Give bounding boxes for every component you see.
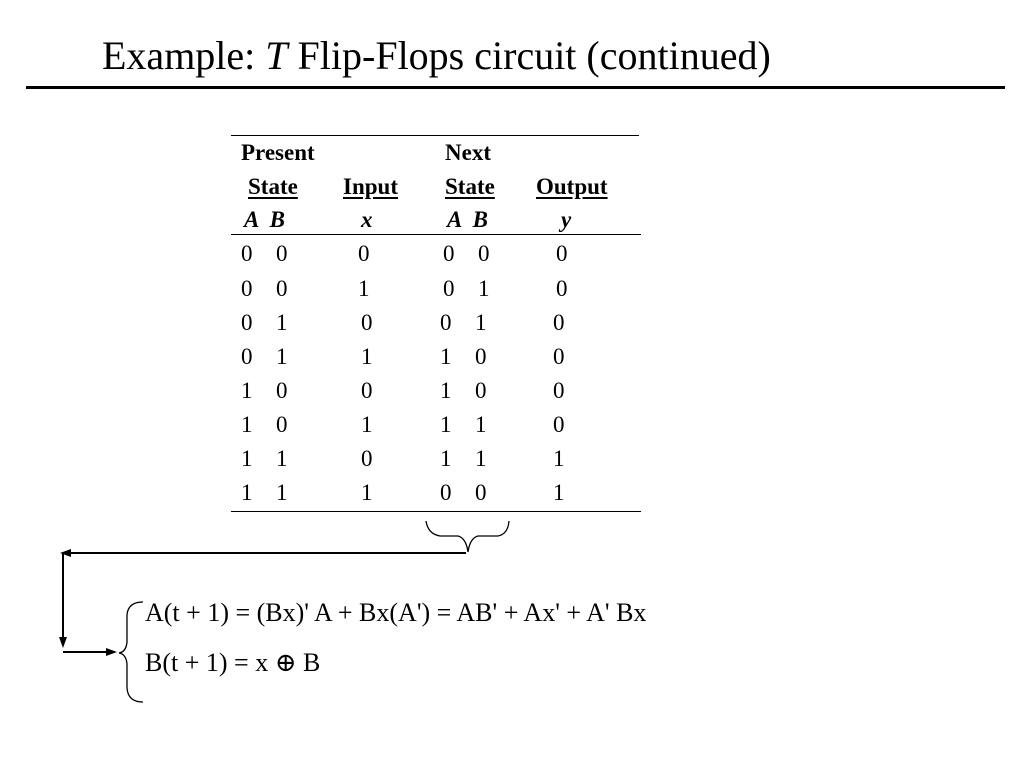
header-present-state: State bbox=[248, 174, 298, 199]
title-italic: T bbox=[265, 33, 288, 78]
cell-next-a: 1 bbox=[440, 412, 452, 437]
cell-b: 0 bbox=[276, 276, 288, 301]
next-state-brace bbox=[426, 521, 509, 552]
header-next-state: State bbox=[445, 174, 495, 199]
title-prefix: Example: bbox=[102, 33, 266, 78]
equation-b-next: B(t + 1) = x ⊕ B bbox=[145, 648, 321, 677]
cell-a: 0 bbox=[241, 344, 253, 369]
cell-a: 0 bbox=[241, 241, 253, 266]
cell-y: 0 bbox=[553, 344, 565, 369]
cell-x: 0 bbox=[361, 310, 373, 335]
cell-y: 1 bbox=[553, 480, 565, 505]
cell-next-a: 0 bbox=[443, 241, 455, 266]
cell-a: 1 bbox=[241, 480, 253, 505]
cell-next-b: 1 bbox=[478, 276, 490, 301]
cell-x: 1 bbox=[361, 480, 373, 505]
cell-y: 0 bbox=[553, 310, 565, 335]
cell-next-a: 1 bbox=[440, 378, 452, 403]
cell-y: 1 bbox=[553, 446, 565, 471]
header-output: Output bbox=[536, 174, 608, 199]
cell-a: 1 bbox=[241, 446, 253, 471]
cell-next-b: 0 bbox=[475, 344, 487, 369]
cell-y: 0 bbox=[556, 276, 568, 301]
cell-b: 0 bbox=[276, 241, 288, 266]
cell-x: 1 bbox=[358, 276, 370, 301]
cell-next-a: 0 bbox=[440, 480, 452, 505]
equation-a-next: A(t + 1) = (Bx)' A + Bx(A') = AB' + Ax' + A' Bx bbox=[145, 598, 647, 627]
header-input-var: x bbox=[361, 207, 373, 232]
equation-left-brace bbox=[119, 602, 143, 702]
cell-x: 1 bbox=[361, 344, 373, 369]
cell-a: 0 bbox=[241, 310, 253, 335]
cell-x: 0 bbox=[361, 446, 373, 471]
header-input: Input bbox=[343, 174, 398, 199]
arrow-right-head bbox=[106, 648, 117, 656]
cell-y: 0 bbox=[556, 241, 568, 266]
cell-next-a: 0 bbox=[443, 276, 455, 301]
cell-x: 1 bbox=[361, 412, 373, 437]
header-next-vars: A B bbox=[447, 207, 488, 232]
title-suffix: Flip-Flops circuit (continued) bbox=[287, 33, 771, 78]
cell-x: 0 bbox=[361, 378, 373, 403]
header-output-var: y bbox=[561, 207, 572, 232]
cell-next-a: 1 bbox=[440, 446, 452, 471]
cell-y: 0 bbox=[553, 412, 565, 437]
header-present: Present bbox=[241, 140, 315, 165]
header-present-vars: A B bbox=[244, 207, 285, 232]
cell-a: 1 bbox=[241, 378, 253, 403]
cell-next-b: 1 bbox=[475, 310, 487, 335]
arrow-down-head bbox=[59, 637, 67, 648]
header-next: Next bbox=[445, 140, 491, 165]
cell-b: 0 bbox=[276, 412, 288, 437]
cell-b: 1 bbox=[276, 344, 288, 369]
cell-b: 1 bbox=[276, 480, 288, 505]
cell-x: 0 bbox=[358, 241, 370, 266]
cell-b: 1 bbox=[276, 446, 288, 471]
cell-next-a: 1 bbox=[440, 344, 452, 369]
cell-b: 1 bbox=[276, 310, 288, 335]
cell-a: 1 bbox=[241, 412, 253, 437]
arrow-left-head bbox=[60, 549, 71, 557]
cell-b: 0 bbox=[276, 378, 288, 403]
cell-next-b: 1 bbox=[475, 446, 487, 471]
cell-next-a: 0 bbox=[440, 310, 452, 335]
cell-y: 0 bbox=[553, 378, 565, 403]
cell-next-b: 1 bbox=[475, 412, 487, 437]
cell-next-b: 0 bbox=[478, 241, 490, 266]
cell-a: 0 bbox=[241, 276, 253, 301]
cell-next-b: 0 bbox=[475, 378, 487, 403]
cell-next-b: 0 bbox=[475, 480, 487, 505]
